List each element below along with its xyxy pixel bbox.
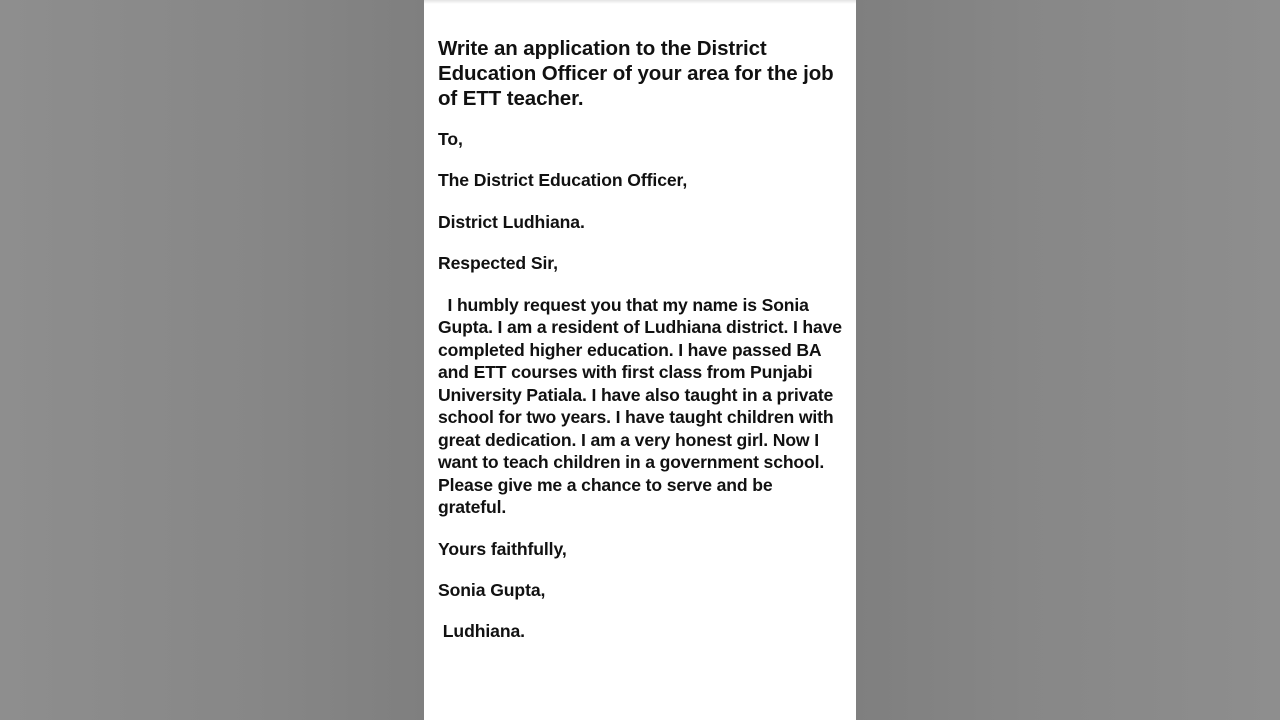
salutation-to: To, [438,129,463,149]
document-page [424,0,856,720]
signature-place: Ludhiana. [438,621,525,642]
letter-body: I humbly request you that my name is Sonia Gupta. I am a resident of Ludhiana district. I have completed higher education. I have passed BA and ETT courses with first class from Punjabi University Patiala. I have also taught in a private school for two years. I have taught children with great dedication. I am a very honest girl. Now I want to teach children in a government school. Please give me a chance to serve and be grateful. [438,294,847,518]
greeting: Respected Sir, [438,253,558,274]
signature-name: Sonia Gupta, [438,580,546,601]
closing: Yours faithfully, [438,538,567,559]
recipient-place: District Ludhiana. [438,211,585,232]
background-right [856,0,1280,720]
background-left [0,0,424,720]
recipient-title: The District Education Officer, [438,170,688,191]
question-heading: Write an application to the District Education Officer of your area for the job of ETT teacher. [438,37,834,110]
